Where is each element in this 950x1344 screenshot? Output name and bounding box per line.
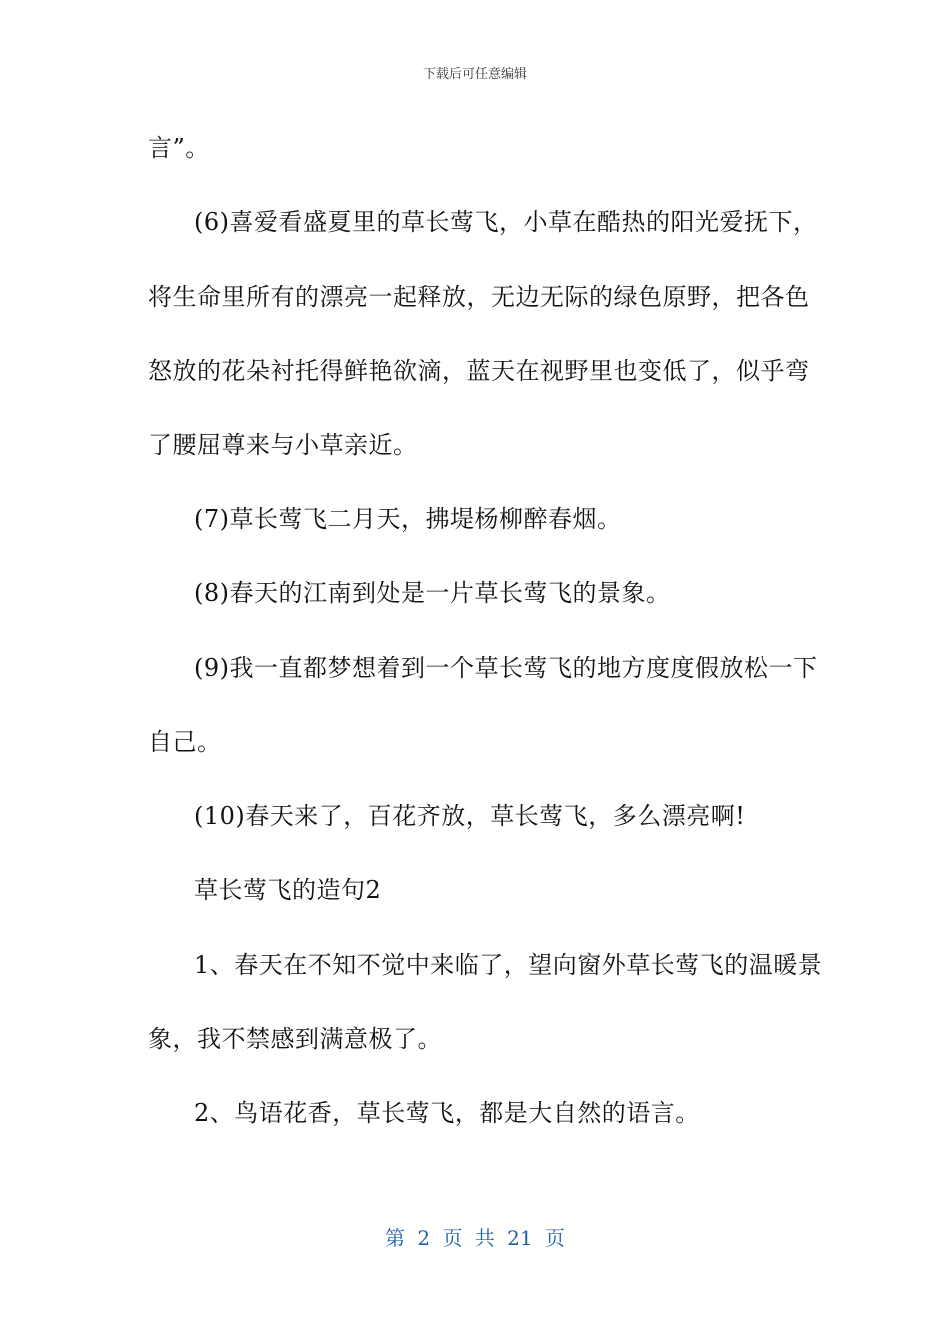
- text-line: 言”。: [148, 134, 210, 162]
- section-heading: 草长莺飞的造句2: [194, 876, 382, 904]
- text-line: (9)我一直都梦想着到一个草长莺飞的地方度度假放松一下: [194, 654, 818, 682]
- text-line: (10)春天来了，百花齐放，草长莺飞，多么漂亮啊!: [194, 802, 746, 830]
- text-line: (6)喜爱看盛夏里的草长莺飞，小草在酷热的阳光爱抚下，: [194, 208, 818, 236]
- text-line: 象，我不禁感到满意极了。: [148, 1025, 442, 1053]
- text-line: 自己。: [148, 728, 222, 756]
- text-line: 了腰屈尊来与小草亲近。: [148, 431, 418, 459]
- text-line: 2、鸟语花香，草长莺飞，都是大自然的语言。: [194, 1099, 700, 1127]
- text-line: 将生命里所有的漂亮一起释放，无边无际的绿色原野，把各色: [148, 283, 810, 311]
- text-line: 1、春天在不知不觉中来临了，望向窗外草长莺飞的温暖景: [194, 951, 823, 979]
- page-header: 下载后可任意编辑: [422, 67, 527, 82]
- text-line: (8)春天的江南到处是一片草长莺飞的景象。: [194, 579, 671, 607]
- text-line: (7)草长莺飞二月天，拂堤杨柳醉春烟。: [194, 505, 622, 533]
- page-footer: 第 2 页 共 21 页: [385, 1226, 565, 1250]
- text-line: 怒放的花朵衬托得鲜艳欲滴，蓝天在视野里也变低了，似乎弯: [148, 357, 810, 385]
